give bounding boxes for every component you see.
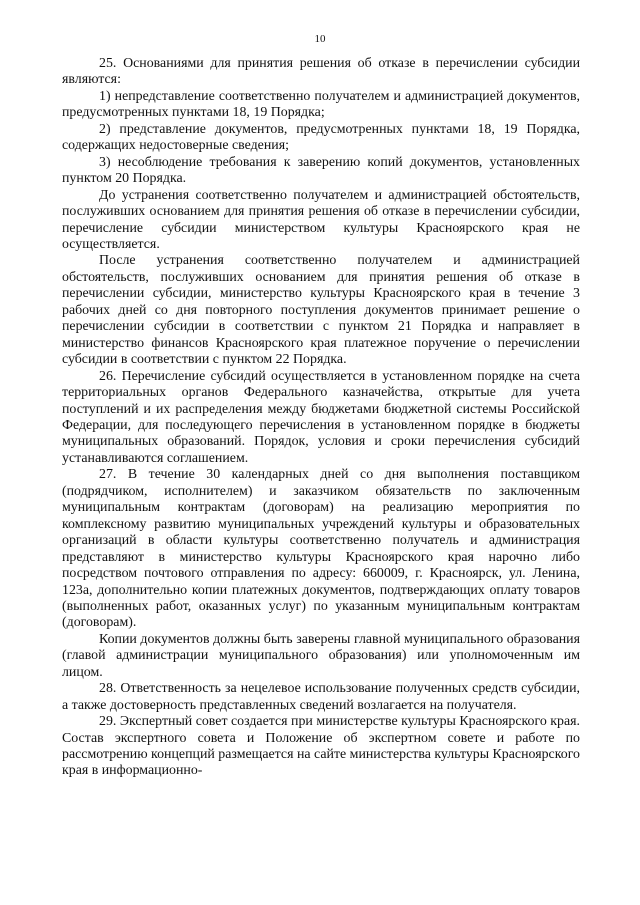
paragraph-25-item-2: 2) представление документов, предусмотренных пунктами 18, 19 Порядка, содержащих недостоверные сведения; [62,121,580,154]
paragraph-29: 29. Экспертный совет создается при министерстве культуры Красноярского края. Состав экспертного совета и Положение об экспертном совете и работе по рассмотрению концепций размещается на сайте министерства культуры Красноярского края в информационно- [62,714,580,779]
document-body [62,56,580,780]
paragraph-28: 28. Ответственность за нецелевое использование полученных средств субсидии, а также достоверность представленных сведений возлагается на получателя. [62,681,580,713]
paragraph-26: 26. Перечисление субсидий осуществляется в установленном порядке на счета территориальных органов Федерального казначейства, открытые для учета поступлений и их распределения между бюджетами бюджетной системы Российской Федерации, для последующего перечисления в установленном порядке в бюджеты муниципальных образований. Порядок, условия и сроки перечисления субсидий устанавливаются соглашением. [62,368,580,466]
paragraph-25-intro: 25. Основаниями для принятия решения об отказе в перечислении субсидии являются: [62,56,580,88]
paragraph-after-elimination: После устранения соответственно получателем и администрацией обстоятельств, послуживших основанием для принятия решения об отказе в перечислении субсидии, министерство культуры Красноярского края в течение 3 рабочих дней со дня повторного поступления документов принимает решение о перечислении субсидии в соответствии с пунктом 21 Порядка и направляет в министерство финансов Красноярского края платежное поручение о перечислении субсидии в соответствии с пунктом 22 Порядка. [62,253,580,368]
paragraph-25-item-1: 1) непредставление соответственно получателем и администрацией документов, предусмотренных пунктами 18, 19 Порядка; [62,88,580,121]
paragraph-25-item-3: 3) несоблюдение требования к заверению копий документов, установленных пунктом 20 Порядка. [62,154,580,187]
paragraph-27: 27. В течение 30 календарных дней со дня выполнения поставщиком (подрядчиком, исполнителем) и заказчиком обязательств по заключенным муниципальным контрактам (договорам) на реализацию мероприятия по комплексному развитию муниципальных учреждений культуры и образовательных организаций в области культуры соответственно получатель и администрация представляют в министерство культуры Красноярского края нарочно либо посредством почтового отправления по адресу: 660009, г. Красноярск, ул. Ленина, 123а, дополнительно копии платежных документов, подтверждающих оплату товаров (выполненных работ, оказанных услуг) по указанным муниципальным контрактам (договорам). [62,467,580,631]
paragraph-27-copies: Копии документов должны быть заверены главной муниципального образования (главой администрации муниципального образования) или уполномоченным им лицом. [62,631,580,680]
page-number: 10 [314,33,326,45]
paragraph-before-elimination: До устранения соответственно получателем и администрацией обстоятельств, послуживших основанием для принятия решения об отказе в перечислении субсидии, перечисление субсидии министерством культуры Красноярского края не осуществляется. [62,187,580,252]
